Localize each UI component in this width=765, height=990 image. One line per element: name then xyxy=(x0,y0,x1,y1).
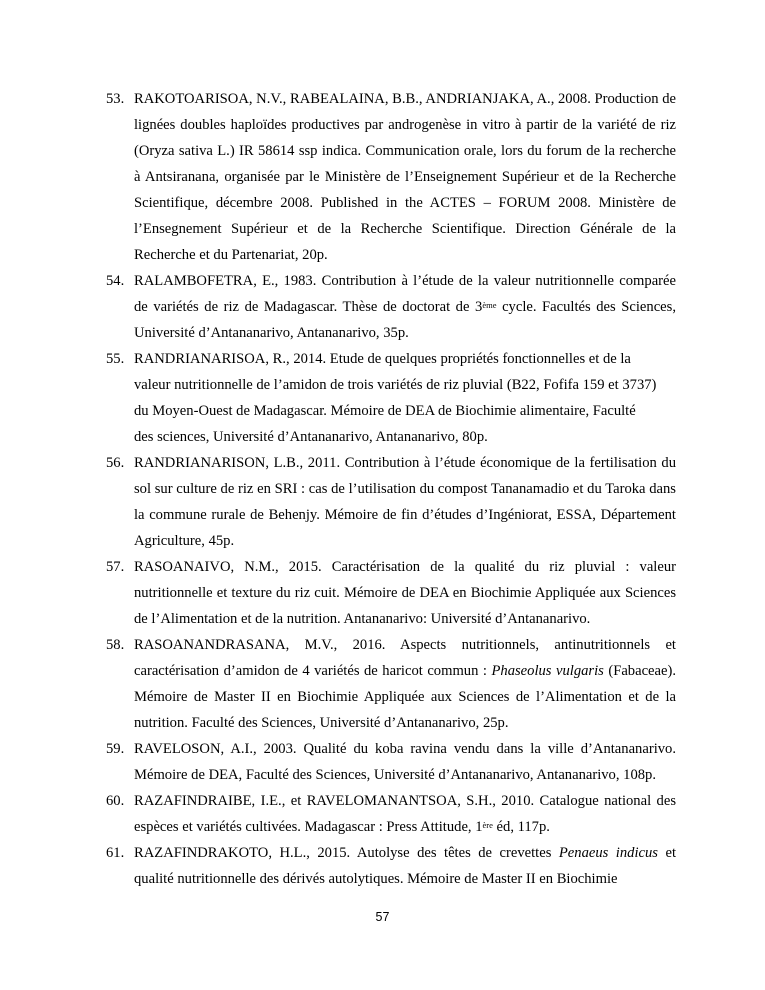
superscript: ème xyxy=(482,300,497,310)
reference-61 xyxy=(106,840,676,892)
reference-text: RAKOTOARISOA, N.V., RABEALAINA, B.B., ANDRIANJAKA, A., 2008. Production de lignées doubles haploïdes productives par androgenèse in vitro à partir de la variété de riz (Oryza sativa L.) IR 58614 ssp indica. Communication orale, lors du forum de la recherche à Antsiranana, organisée par le Ministère de l’Enseignement Supérieur et de la Recherche Scientifique, décembre 2008. Published in the ACTES – FORUM 2008. Ministère de l’Ensegnement Supérieur et de la Recherche Scientifique. Direction Générale de la Recherche et du Partenariat, 20p. xyxy=(134,91,676,263)
reference-number: 56. xyxy=(106,455,125,471)
reference-58 xyxy=(106,632,676,736)
reference-text: RASOANAIVO, N.M., 2015. Caractérisation de la qualité du riz pluvial : valeur nutritionnelle et texture du riz cuit. Mémoire de DEA en Biochimie Appliquée aux Sciences de l’Alimentation et de la nutrition. Antananarivo: Université d’Antananarivo. xyxy=(134,559,676,627)
reference-text-continued: (Fabaceae). Mémoire de Master II en Biochimie Appliquée aux Sciences de l’Alimentation et de la nutrition. Faculté des Sciences, Université d’Antananarivo, 25p. xyxy=(134,663,676,731)
reference-text: RAVELOSON, A.I., 2003. Qualité du koba ravina vendu dans la ville d’Antananarivo. Mémoire de DEA, Faculté des Sciences, Université d’Antananarivo, Antananarivo, 108p. xyxy=(134,741,676,783)
reference-55 xyxy=(106,346,676,450)
superscript: ère xyxy=(482,820,493,830)
reference-text: RALAMBOFETRA, E., 1983. Contribution à l’étude de la valeur nutritionnelle comparée de variétés de riz de Madagascar. Thèse de doctorat de 3 xyxy=(134,273,676,315)
reference-number: 57. xyxy=(106,559,125,575)
reference-line: des sciences, Université d’Antananarivo, Antananarivo, 80p. xyxy=(134,429,488,445)
reference-line: du Moyen-Ouest de Madagascar. Mémoire de DEA de Biochimie alimentaire, Faculté xyxy=(134,403,636,419)
reference-53 xyxy=(106,86,676,268)
reference-text: RAZAFINDRAKOTO, H.L., 2015. Autolyse des têtes de crevettes xyxy=(134,845,559,861)
reference-number: 53. xyxy=(106,91,125,107)
reference-54 xyxy=(106,268,676,346)
reference-text: RAZAFINDRAIBE, I.E., et RAVELOMANANTSOA, S.H., 2010. Catalogue national des espèces et variétés cultivées. Madagascar : Press Attitude, 1 xyxy=(134,793,676,835)
reference-text-continued: cycle. Facultés des Sciences, Université d’Antananarivo, Antananarivo, 35p. xyxy=(134,299,676,341)
reference-line: RANDRIANARISOA, R., 2014. Etude de quelques propriétés fonctionnelles et de la xyxy=(134,351,631,367)
species-name: Phaseolus vulgaris xyxy=(491,663,604,679)
reference-57 xyxy=(106,554,676,632)
reference-text-continued: éd, 117p. xyxy=(492,819,550,835)
reference-number: 54. xyxy=(106,273,125,289)
reference-number: 55. xyxy=(106,351,125,367)
reference-text-continued: et qualité nutritionnelle des dérivés autolytiques. Mémoire de Master II en Biochimie xyxy=(134,845,676,887)
reference-number: 60. xyxy=(106,793,125,809)
page-number: 57 xyxy=(375,910,390,924)
reference-56 xyxy=(106,450,676,554)
reference-line: valeur nutritionnelle de l’amidon de trois variétés de riz pluvial (B22, Fofifa 159 et 3737) xyxy=(134,377,657,393)
species-name: Penaeus indicus xyxy=(558,845,658,861)
reference-number: 58. xyxy=(106,637,125,653)
reference-number: 61. xyxy=(106,845,125,861)
reference-text: RASOANANDRASANA, M.V., 2016. Aspects nutritionnels, antinutritionnels et caractérisation d’amidon de 4 variétés de haricot commun : xyxy=(134,637,676,679)
reference-59 xyxy=(106,736,676,788)
reference-60 xyxy=(106,788,676,840)
reference-list xyxy=(106,86,676,892)
reference-text: RANDRIANARISON, L.B., 2011. Contribution à l’étude économique de la fertilisation du sol sur culture de riz en SRI : cas de l’utilisation du compost Tananamadio et du Taroka dans la commune rurale de Behenjy. Mémoire de fin d’études d’Ingéniorat, ESSA, Département Agriculture, 45p. xyxy=(134,455,676,549)
reference-number: 59. xyxy=(106,741,125,757)
